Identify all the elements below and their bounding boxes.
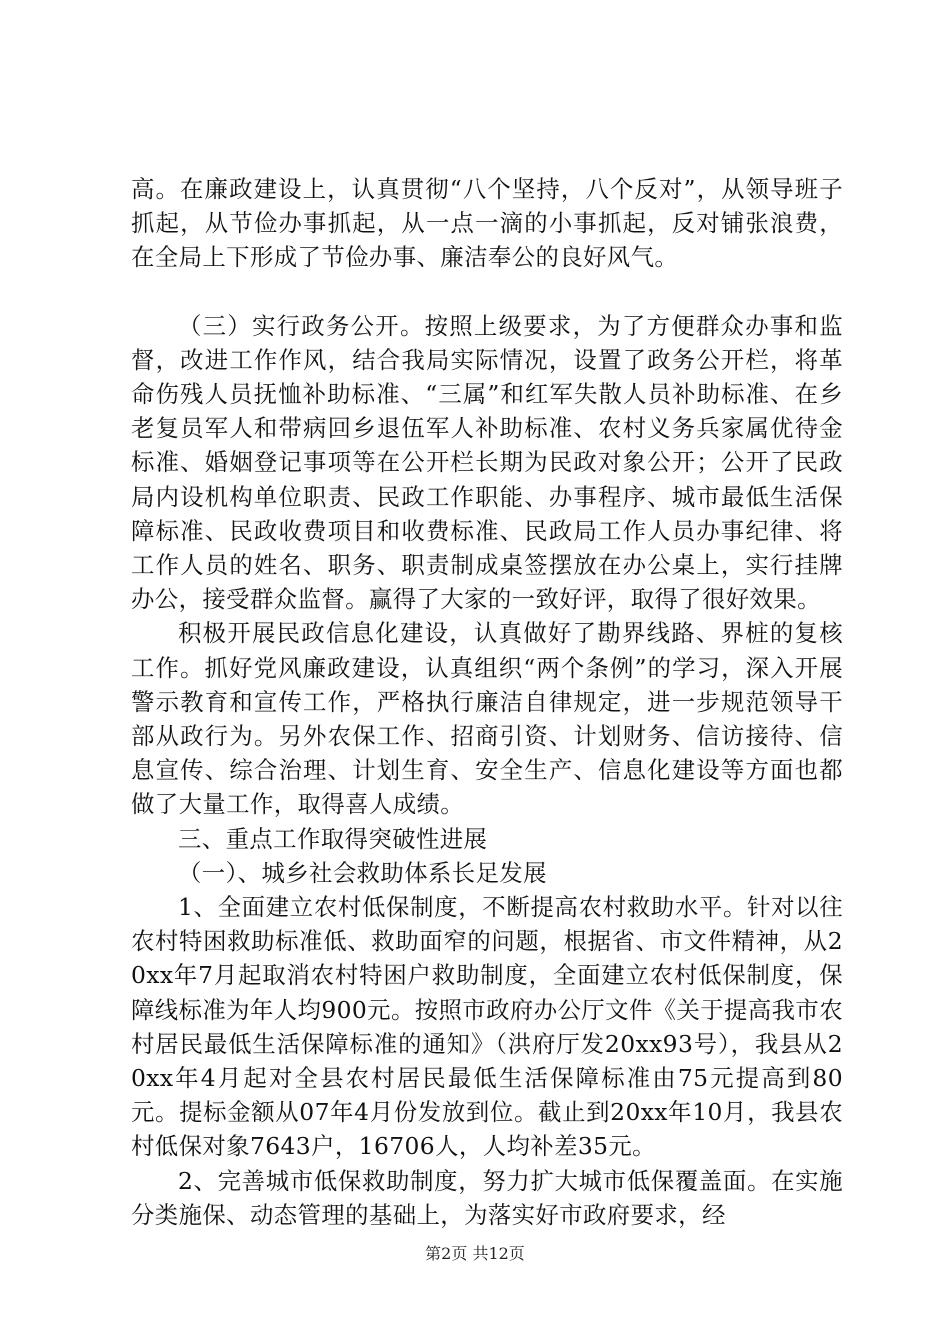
page-number-footer: 第2页 共12页 bbox=[425, 1244, 525, 1263]
paragraph-integrity-building: 高。在廉政建设上，认真贯彻“八个坚持，八个反对”，从领导班子抓起，从节俭办事抓起，从一点一滴的小事抓起，反对铺张浪费，在全局上下形成了节俭办事、廉洁奉公的良好风气。 bbox=[131, 175, 843, 272]
paragraph-rural-minimum-living: 1、全面建立农村低保制度，不断提高农村救助水平。针对以往农村特困救助标准低、救助面窄的问题，根据省、市文件精神，从20xx年7月起取消农村特困户救助制度，全面建立农村低保制度，保障线标准为年人均900元。按照市政府办公厅文件《关于提高我市农村居民最低生活保障标准的通知》（洪府厅发20xx93号），我县从20xx年4月起对全县农村居民最低生活保障标准由75元提高到80元。提标金额从07年4月份发放到位。截止到20xx年10月，我县农村低保对象7643户，16706人，人均补差35元。 bbox=[131, 893, 843, 1161]
document-body bbox=[131, 172, 843, 1232]
subsection-heading-social-assistance: （一）、城乡社会救助体系长足发展 bbox=[178, 858, 547, 887]
section-heading-key-work: 三、重点工作取得突破性进展 bbox=[178, 824, 488, 853]
paragraph-urban-minimum-living: 2、完善城市低保救助制度，努力扩大城市低保覆盖面。在实施分类施保、动态管理的基础上，为落实好市政府要求，经 bbox=[131, 1166, 843, 1229]
paragraph-government-affairs-disclosure: （三）实行政务公开。按照上级要求，为了方便群众办事和监督，改进工作作风，结合我局实际情况，设置了政务公开栏，将革命伤残人员抚恤补助标准、“三属”和红军失散人员补助标准、在乡老复员军人和带病回乡退伍军人补助标准、农村义务兵家属优待金标准、婚姻登记事项等在公开栏长期为民政对象公开；公开了民政局内设机构单位职责、民政工作职能、办事程序、城市最低生活保障标准、民政收费项目和收费标准、民政局工作人员办事纪律、将工作人员的姓名、职务、职责制成桌签摆放在办公桌上，实行挂牌办公，接受群众监督。赢得了大家的一致好评，取得了很好效果。 bbox=[131, 311, 843, 614]
paragraph-informatization: 积极开展民政信息化建设，认真做好了勘界线路、界桩的复核工作。抓好党风廉政建设，认真组织“两个条例”的学习，深入开展警示教育和宣传工作，严格执行廉洁自律规定，进一步规范领导干部从政行为。另外农保工作、招商引资、计划财务、信访接待、信息宣传、综合治理、计划生育、安全生产、信息化建设等方面也都做了大量工作，取得喜人成绩。 bbox=[131, 619, 843, 819]
